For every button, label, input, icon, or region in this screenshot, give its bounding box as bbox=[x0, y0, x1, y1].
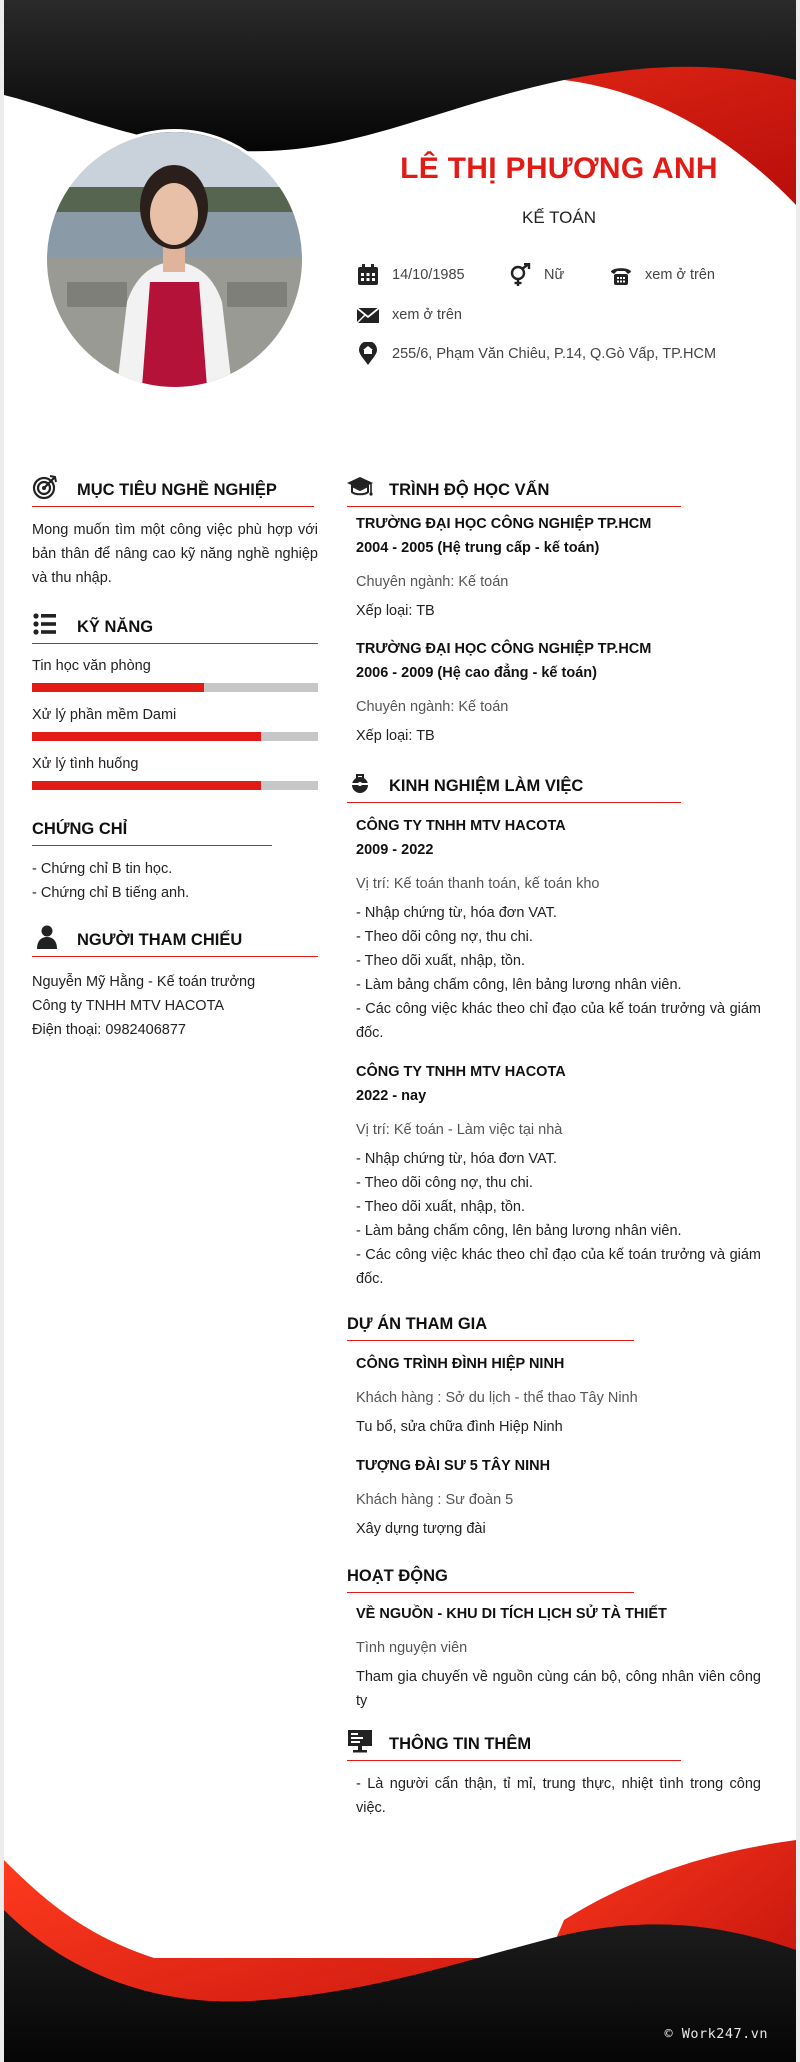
education-title: TRÌNH ĐỘ HỌC VẤN bbox=[389, 481, 550, 499]
education-period: 2006 - 2009 (Hệ cao đẳng - kế toán) bbox=[356, 665, 597, 681]
phone-icon bbox=[609, 263, 633, 287]
location-pin-icon bbox=[356, 342, 380, 366]
education-major: Chuyên ngành: Kế toán bbox=[356, 574, 509, 590]
experience-duty: - Theo dõi công nợ, thu chi. bbox=[356, 929, 533, 945]
skill-bar bbox=[32, 732, 318, 741]
phone-row bbox=[609, 263, 715, 287]
project-client: Khách hàng : Sở du lịch - thể thao Tây Ninh bbox=[356, 1390, 638, 1406]
skill-label: Xử lý phần mềm Dami bbox=[32, 707, 177, 723]
dob-value: 14/10/1985 bbox=[392, 267, 465, 283]
education-heading bbox=[347, 470, 681, 507]
projects-heading bbox=[347, 1304, 634, 1341]
experience-title: KINH NGHIỆM LÀM VIỆC bbox=[389, 777, 584, 795]
projects-title: DỰ ÁN THAM GIA bbox=[347, 1315, 488, 1333]
experience-duty: - Làm bảng chấm công, lên bảng lương nhân viên. bbox=[356, 1223, 682, 1239]
project-name: CÔNG TRÌNH ĐÌNH HIỆP NINH bbox=[356, 1356, 565, 1372]
activities-title: HOẠT ĐỘNG bbox=[347, 1567, 448, 1585]
job-title: KẾ TOÁN bbox=[521, 208, 596, 227]
gender-row bbox=[508, 263, 564, 287]
objective-heading bbox=[32, 470, 314, 507]
calendar-icon bbox=[356, 263, 380, 287]
reference-line: Nguyễn Mỹ Hằng - Kế toán trưởng bbox=[32, 974, 256, 990]
experience-duty: - Theo dõi xuất, nhập, tồn. bbox=[356, 1199, 526, 1215]
education-grade: Xếp loại: TB bbox=[356, 603, 435, 619]
experience-company: CÔNG TY TNHH MTV HACOTA bbox=[356, 1064, 566, 1080]
skill-bar bbox=[32, 781, 318, 790]
experience-period: 2009 - 2022 bbox=[356, 842, 434, 858]
experience-duty: - Làm bảng chấm công, lên bảng lương nhân viên. bbox=[356, 977, 682, 993]
experience-duty: - Các công việc khác theo chỉ đạo của kế toán trưởng và giám đốc. bbox=[356, 1247, 761, 1287]
reference-line: Điện thoại: 0982406877 bbox=[32, 1022, 186, 1038]
experience-position: Vị trí: Kế toán thanh toán, kế toán kho bbox=[356, 876, 600, 892]
monitor-icon bbox=[347, 1728, 373, 1754]
skill-bar-fill bbox=[32, 683, 204, 692]
experience-heading bbox=[347, 766, 681, 803]
activity-role: Tình nguyện viên bbox=[356, 1640, 468, 1656]
certificates-title: CHỨNG CHỈ bbox=[32, 820, 128, 838]
education-period: 2004 - 2005 (Hệ trung cấp - kế toán) bbox=[356, 540, 600, 556]
candidate-name: LÊ THỊ PHƯƠNG ANH bbox=[400, 152, 718, 185]
skill-bar-fill bbox=[32, 781, 261, 790]
skill-label: Tin học văn phòng bbox=[32, 658, 151, 674]
activities-heading bbox=[347, 1556, 634, 1593]
experience-duty: - Theo dõi xuất, nhập, tồn. bbox=[356, 953, 526, 969]
phone-value: xem ở trên bbox=[645, 267, 715, 283]
project-name: TƯỢNG ĐÀI SƯ 5 TÂY NINH bbox=[356, 1458, 551, 1474]
address-value: 255/6, Phạm Văn Chiêu, P.14, Q.Gò Vấp, TP.HCM bbox=[392, 346, 717, 362]
project-client: Khách hàng : Sư đoàn 5 bbox=[356, 1492, 514, 1508]
education-grade: Xếp loại: TB bbox=[356, 728, 435, 744]
graduation-cap-icon bbox=[347, 474, 373, 500]
gender-icon bbox=[508, 263, 532, 287]
activity-description: Tham gia chuyến về nguồn cùng cán bộ, công nhân viên công ty bbox=[356, 1669, 761, 1709]
project-description: Tu bổ, sửa chữa đình Hiệp Ninh bbox=[356, 1419, 563, 1435]
experience-duty: - Các công việc khác theo chỉ đạo của kế toán trưởng và giám đốc. bbox=[356, 1001, 761, 1041]
email-value: xem ở trên bbox=[392, 307, 462, 323]
target-icon bbox=[32, 474, 58, 500]
person-icon bbox=[34, 924, 60, 950]
experience-duty: - Theo dõi công nợ, thu chi. bbox=[356, 1175, 533, 1191]
address-row bbox=[356, 342, 716, 366]
references-heading bbox=[32, 920, 318, 957]
additional-info-heading bbox=[347, 1724, 681, 1761]
education-school: TRƯỜNG ĐẠI HỌC CÔNG NGHIỆP TP.HCM bbox=[356, 516, 652, 532]
skills-title: KỸ NĂNG bbox=[77, 618, 154, 636]
experience-duty: - Nhập chứng từ, hóa đơn VAT. bbox=[356, 905, 557, 921]
project-description: Xây dựng tượng đài bbox=[356, 1521, 486, 1537]
skills-heading bbox=[32, 607, 318, 644]
education-school: TRƯỜNG ĐẠI HỌC CÔNG NGHIỆP TP.HCM bbox=[356, 641, 652, 657]
experience-position: Vị trí: Kế toán - Làm việc tại nhà bbox=[356, 1122, 563, 1138]
additional-info-title: THÔNG TIN THÊM bbox=[389, 1735, 532, 1753]
footer-credit: © Work247.vn bbox=[664, 2026, 768, 2042]
envelope-icon bbox=[356, 303, 380, 327]
objective-text: Mong muốn tìm một công việc phù hợp với bản thân để nâng cao kỹ năng nghề nghiệp và thu nhập. bbox=[32, 522, 318, 586]
certificates-heading bbox=[32, 809, 272, 846]
dob-row bbox=[356, 263, 465, 287]
gender-value: Nữ bbox=[544, 267, 565, 283]
objective-title: MỤC TIÊU NGHỀ NGHIỆP bbox=[77, 481, 277, 499]
email-row bbox=[356, 303, 462, 327]
additional-info-text: - Là người cẩn thận, tỉ mỉ, trung thực, nhiệt tình trong công việc. bbox=[356, 1776, 761, 1816]
skill-label: Xử lý tình huống bbox=[32, 756, 139, 772]
skill-bar bbox=[32, 683, 318, 692]
reference-line: Công ty TNHH MTV HACOTA bbox=[32, 998, 225, 1014]
certificate-item: - Chứng chỉ B tin học. bbox=[32, 861, 173, 877]
experience-duty: - Nhập chứng từ, hóa đơn VAT. bbox=[356, 1151, 557, 1167]
briefcase-icon bbox=[347, 770, 373, 796]
list-icon bbox=[32, 611, 58, 637]
experience-period: 2022 - nay bbox=[356, 1088, 427, 1104]
references-title: NGƯỜI THAM CHIẾU bbox=[77, 931, 243, 949]
experience-company: CÔNG TY TNHH MTV HACOTA bbox=[356, 818, 566, 834]
profile-photo bbox=[44, 129, 305, 390]
certificate-item: - Chứng chỉ B tiếng anh. bbox=[32, 885, 190, 901]
education-major: Chuyên ngành: Kế toán bbox=[356, 699, 509, 715]
cv-page bbox=[4, 0, 796, 2062]
skill-bar-fill bbox=[32, 732, 261, 741]
activity-name: VỀ NGUỒN - KHU DI TÍCH LỊCH SỬ TÀ THIẾT bbox=[356, 1606, 667, 1622]
